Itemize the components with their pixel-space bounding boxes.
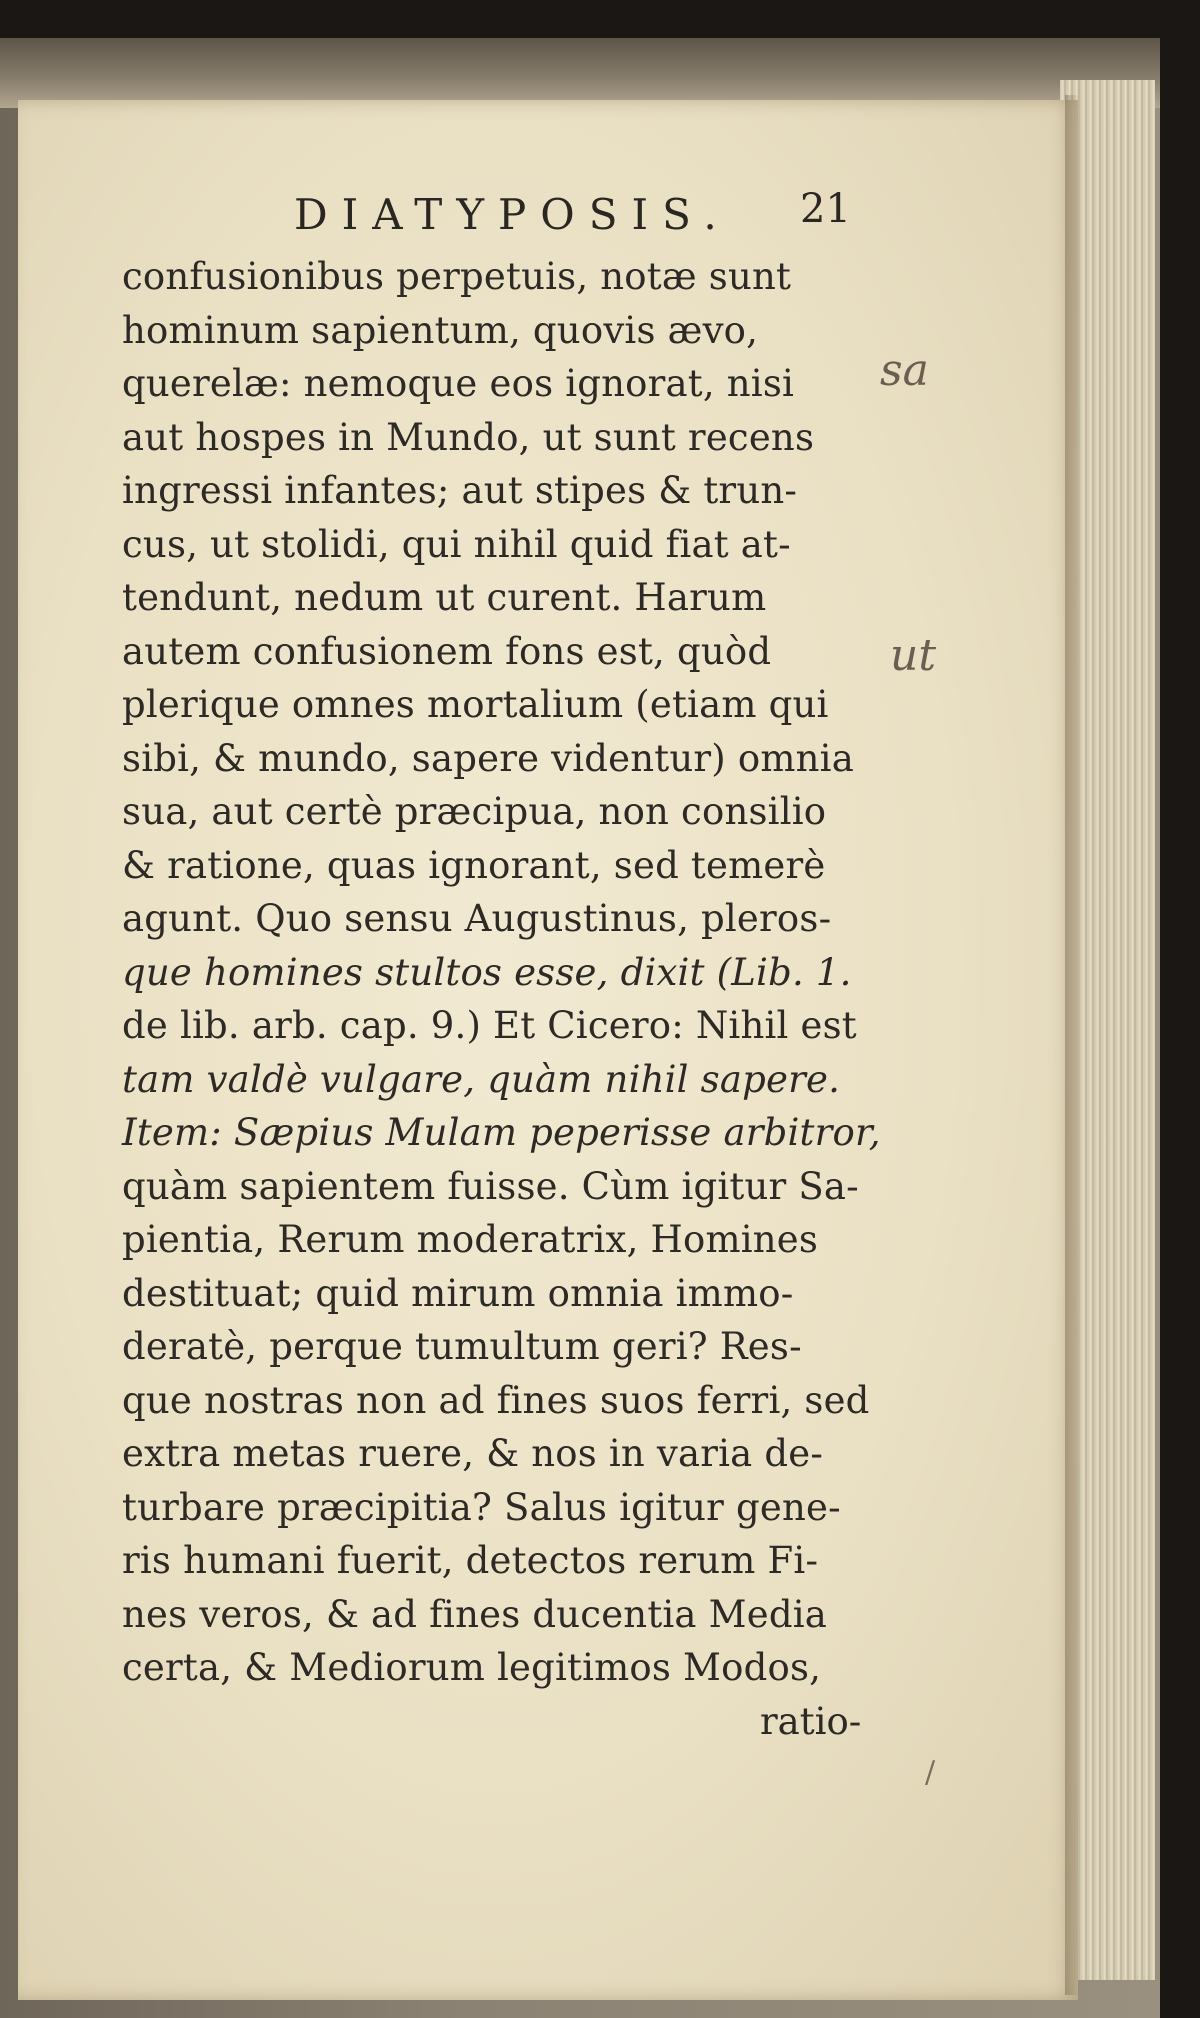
text-line: confusionibus perpetuis, notæ sunt [122,255,792,298]
text-line: destituat; quid mirum omnia immo- [122,1271,794,1315]
pencil-mark: / [925,1755,936,1790]
text-line: agunt. Quo sensu Augustinus, pleros- [122,897,832,940]
page-number: 21 [800,186,851,232]
margin-note: ut [890,630,937,681]
text-line: cus, ut stolidi, qui nihil quid fiat at- [122,522,791,566]
catchword: ratio- [760,1700,862,1743]
text-line: ingressi infantes; aut stipes & trun- [122,469,798,512]
text-line: hominum sapientum, quovis ævo, [122,308,759,352]
text-line: pientia, Rerum moderatrix, Homines [122,1218,819,1261]
text-line: sibi, & mundo, sapere videntur) omnia [122,736,854,780]
text-line: tendunt, nedum ut curent. Harum [122,576,767,619]
text-line: & ratione, quas ignorant, sed temerè [122,843,826,887]
text-line: certa, & Mediorum legitimos Modos, [122,1646,822,1689]
margin-note: sa [880,345,929,396]
text-line: de lib. arb. cap. 9.) Et Cicero: Nihil est [122,1004,857,1047]
page-shadow [1065,95,1079,1995]
running-head-title: DIATYPOSIS. [294,190,731,239]
text-line: nes veros, & ad fines ducentia Media [122,1592,827,1636]
text-line: extra metas ruere, & nos in varia de- [122,1432,824,1475]
text-line: sua, aut certè præcipua, non consilio [122,790,827,833]
text-line: autem confusionem fons est, quòd [122,629,772,673]
text-line: aut hospes in Mundo, ut sunt recens [122,415,815,459]
text-line: tam valdè vulgare, quàm nihil sapere. [122,1057,841,1101]
text-block [122,250,881,1695]
text-line: querelæ: nemoque eos ignorat, nisi [122,362,795,405]
text-line: ris humani fuerit, detectos rerum Fi- [122,1539,819,1582]
text-line: deratè, perque tumultum geri? Res- [122,1325,802,1368]
text-line: plerique omnes mortalium (etiam qui [122,683,829,726]
text-line: que nostras non ad fines suos ferri, sed [122,1378,870,1422]
book-top-edge [0,38,1160,108]
text-line: quàm sapientem fuisse. Cùm igitur Sa- [122,1164,859,1208]
text-line: que homines stultos esse, dixit (Lib. 1. [122,950,852,994]
text-line: turbare præcipitia? Salus igitur gene- [122,1485,841,1529]
text-line: Item: Sæpius Mulam peperisse arbitror, [122,1111,881,1154]
